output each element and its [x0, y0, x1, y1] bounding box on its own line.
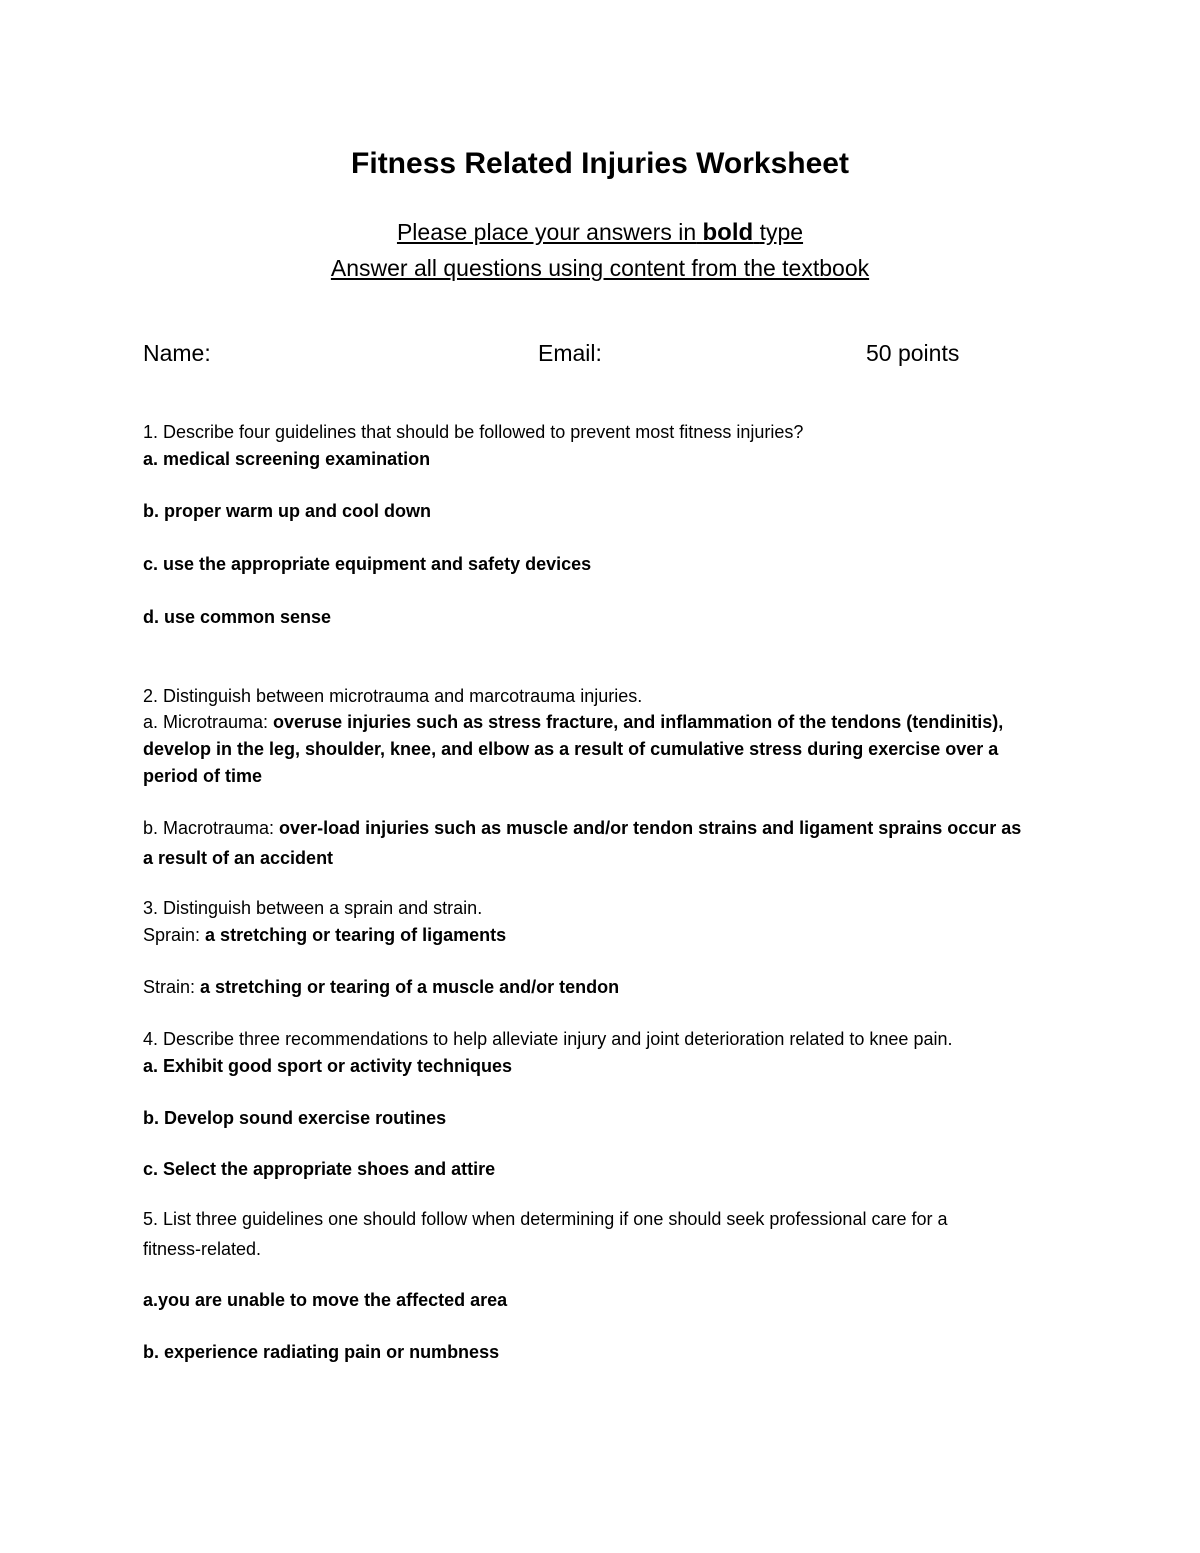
- sprain-label: Sprain:: [143, 925, 201, 945]
- sprain-answer: a stretching or tearing of ligaments: [200, 925, 507, 945]
- question-5-line2: fitness-related.: [143, 1239, 262, 1259]
- answer-1c: c. use the appropriate equipment and safety devices: [143, 554, 592, 574]
- answer-3-sprain: [143, 922, 506, 948]
- answer-4b: b. Develop sound exercise routines: [143, 1108, 447, 1128]
- question-5-line1: 5. List three guidelines one should follow when determining if one should seek professional care for a: [143, 1209, 948, 1229]
- question-4: 4. Describe three recommendations to help alleviate injury and joint deterioration related to knee pain.: [143, 1029, 953, 1049]
- instruction-text-end: type: [759, 219, 804, 245]
- question-2: 2. Distinguish between microtrauma and marcotrauma injuries.: [143, 686, 643, 706]
- question-1: 1. Describe four guidelines that should be followed to prevent most fitness injuries?: [143, 422, 804, 442]
- instruction-text: Please place your answers in: [396, 219, 697, 245]
- answer-5b: b. experience radiating pain or numbness: [143, 1342, 500, 1362]
- answer-2b-text: over-load injuries such as muscle and/or tendon strains and ligament sprains occur as: [274, 818, 1022, 838]
- answer-2a-text: overuse injuries such as stress fracture, and inflammation of the tendons (tendinitis),: [268, 712, 1004, 732]
- strain-answer: a stretching or tearing of a muscle and/or tendon: [195, 977, 620, 997]
- answer-2b-line1: [143, 815, 1021, 841]
- instruction-bold-word: bold: [702, 219, 754, 246]
- points-label: 50 points: [866, 340, 960, 366]
- answer-4a: a. Exhibit good sport or activity techniques: [143, 1056, 513, 1076]
- answer-2a-line2: develop in the leg, shoulder, knee, and elbow as a result of cumulative stress during exercise over a: [143, 739, 999, 759]
- name-label: Name:: [143, 340, 211, 366]
- answer-2b-prefix: b. Macrotrauma:: [143, 818, 275, 838]
- question-3: 3. Distinguish between a sprain and strain.: [143, 898, 483, 918]
- answer-2a-line1: [143, 709, 1003, 735]
- email-label: Email:: [538, 340, 602, 366]
- answer-2a-line3: period of time: [143, 766, 263, 786]
- strain-label: Strain:: [143, 977, 196, 997]
- answer-3-strain: [143, 974, 619, 1000]
- answer-1a: a. medical screening examination: [143, 449, 431, 469]
- answer-2b-line2: a result of an accident: [143, 848, 334, 868]
- answer-1b: b. proper warm up and cool down: [143, 501, 432, 521]
- answer-1d: d. use common sense: [143, 607, 332, 627]
- answer-4c: c. Select the appropriate shoes and attire: [143, 1159, 496, 1179]
- answer-5a: a.you are unable to move the affected area: [143, 1290, 508, 1310]
- page-title: Fitness Related Injuries Worksheet: [351, 147, 849, 180]
- answer-2a-prefix: a. Microtrauma:: [143, 712, 269, 732]
- instruction-bold-type: [0, 216, 1200, 249]
- instruction-textbook: Answer all questions using content from the textbook: [330, 255, 870, 281]
